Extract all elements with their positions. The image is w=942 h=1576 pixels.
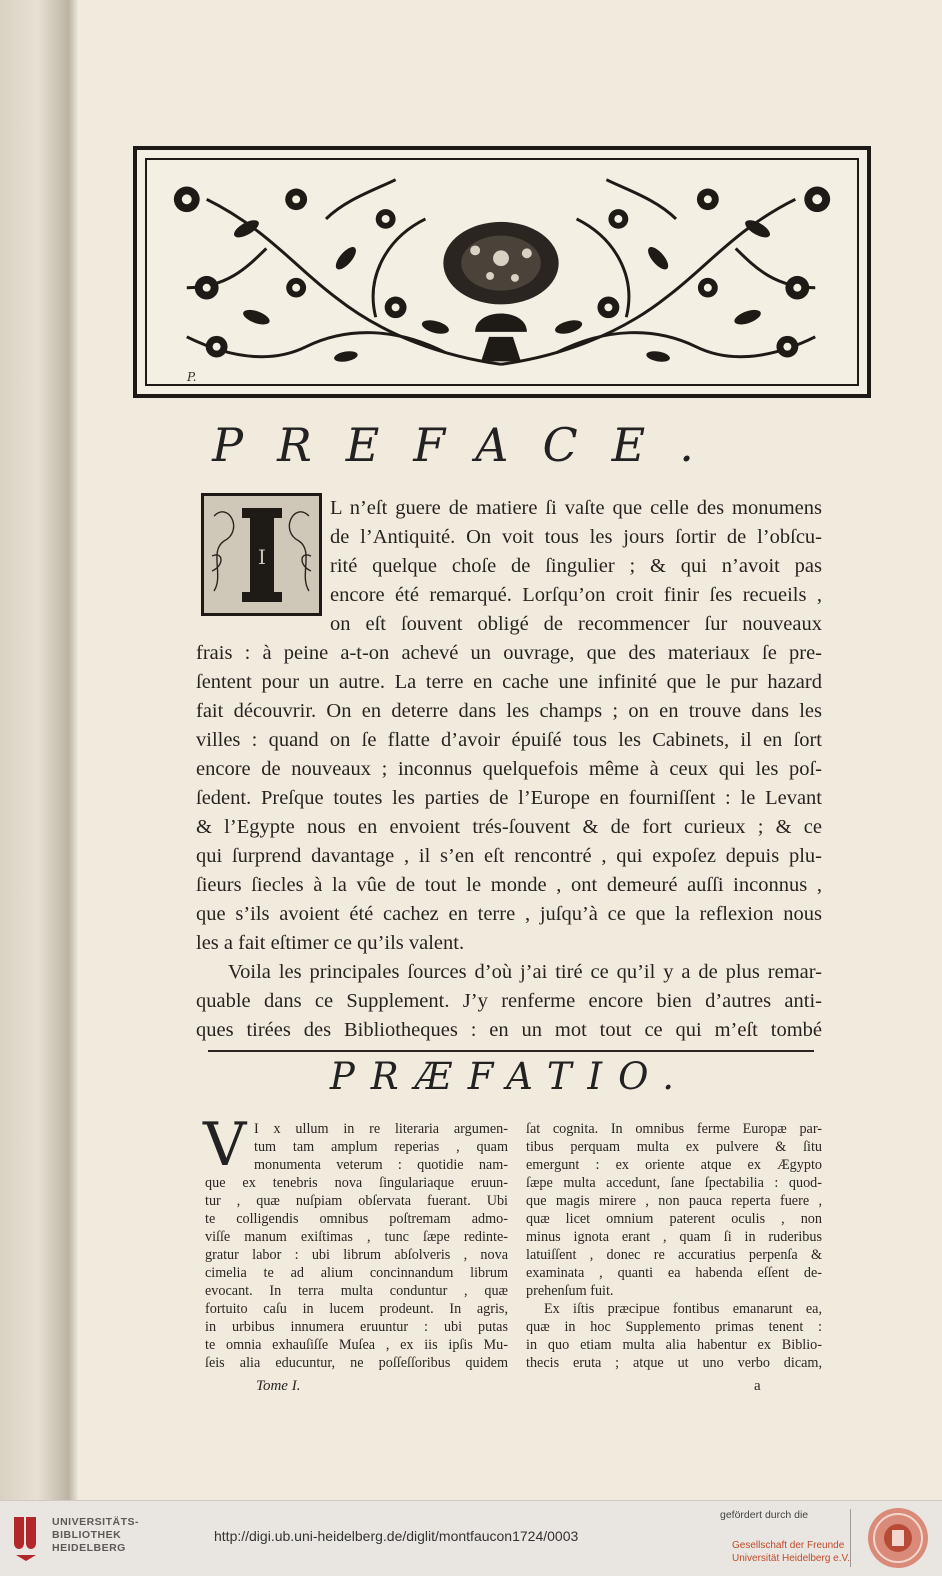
- latin-left-line: tum tam amplum reperias , quam: [254, 1139, 508, 1155]
- latin-left-line: viſſe manum exiſtimas , tunc ſæpe redinte-: [205, 1229, 508, 1245]
- latin-left-line: que ex tenebris nova ſingulariaque eruun-: [205, 1175, 508, 1191]
- latin-right-line: tibus perquam multa ex pulvere & ſitu: [526, 1139, 822, 1155]
- initial-letter: I: [258, 545, 266, 569]
- library-name-line: HEIDELBERG: [52, 1542, 126, 1554]
- latin-left-line: ſeis alia educuntur, ne poſſeſſoribus quidem: [205, 1355, 508, 1371]
- french-text-line: on eſt ſouvent obligé de recommencer ſur nouveaux: [330, 613, 822, 635]
- engraver-monogram: P.: [187, 370, 197, 384]
- permalink-url[interactable]: http://digi.ub.uni-heidelberg.de/diglit/montfaucon1724/0003: [214, 1528, 579, 1544]
- french-preface-title: PREFACE.: [212, 418, 728, 472]
- latin-right-line: que magis mirere , non pauca reperta fuere ,: [526, 1193, 822, 1209]
- sponsor-label: gefördert durch die: [720, 1509, 809, 1521]
- french-text-line: ſedent. Preſque toutes les parties de l’Europe en fourniſſent : le Levant: [196, 787, 822, 809]
- sponsor-name-line: Universität Heidelberg e.V.: [732, 1553, 851, 1564]
- latin-left-line: te colligendis omnibus poſtremam admo-: [205, 1211, 508, 1227]
- french-text-line: fait découvrir. On en deterre dans les champs ; on en trouve dans les: [196, 700, 822, 722]
- latin-left-line: gratur labor : ubi librum abſolveris , nova: [205, 1247, 508, 1263]
- latin-left-line: evocant. In terra multa conduntur , quæ: [205, 1283, 508, 1299]
- french-text-line: que s’ils avoient été cachez en terre , juſqu’à ce que la reflexion nous: [196, 903, 822, 925]
- latin-preface-title: PRÆFATIO.: [329, 1055, 691, 1098]
- latin-left-line: cimelia te ad alium concinnandum librum: [205, 1265, 508, 1281]
- library-name-line: BIBLIOTHEK: [52, 1529, 122, 1541]
- french-text-line: L n’eſt guere de matiere ſi vaſte que celle des monumens: [330, 497, 822, 519]
- latin-right-line: ſæpe multa accedunt, ſane ſpectabilia : quod-: [526, 1175, 822, 1191]
- french-text-line: frais : à peine a-t-on achevé un ouvrage, que des materiaux ſe pre-: [196, 642, 822, 664]
- french-text-line: Voila les principales ſources d’où j’ai tiré ce qu’il y a de plus remar-: [228, 961, 822, 983]
- latin-left-line: te omnia exhauſiſſe Muſea , ex iis ipſis Mu-: [205, 1337, 508, 1353]
- page-gutter: [0, 0, 68, 1500]
- sponsor-name-line: Gesellschaft der Freunde: [732, 1540, 845, 1551]
- latin-left-line: tur , quæ nuſpiam obſervata fuerant. Ubi: [205, 1193, 508, 1209]
- french-text-line: rité quelque choſe de ſingulier ; & qui n’avoit pas: [330, 555, 822, 577]
- latin-right-line: prehenſum fuit.: [526, 1283, 614, 1299]
- latin-initial-v: V: [203, 1110, 247, 1180]
- french-text-line: & l’Egypte nous en envoient trés-ſouvent & de fort curieux ; & ce: [196, 816, 822, 838]
- french-text-line: qui ſurprend davantage , il s’en eſt rencontré , qui expoſez depuis plu-: [196, 845, 822, 867]
- latin-right-line: emergunt : ex oriente atque ex Ægypto: [526, 1157, 822, 1173]
- section-divider-rule: [208, 1050, 814, 1052]
- sponsor-name[interactable]: [732, 1539, 850, 1565]
- footer-divider: [850, 1509, 851, 1567]
- french-text-line: ques tirées des Bibliotheques : en un mot tout ce qui m’eſt tombé: [196, 1019, 822, 1041]
- latin-right-line: examinata , quanti ea habenda eſſent de-: [526, 1265, 822, 1281]
- decorated-initial-i: [201, 493, 322, 616]
- french-text-line: villes : quand on ſe flatte d’avoir épuiſé tous les Cabinets, il en ſort: [196, 729, 822, 751]
- latin-right-line: Ex iſtis præcipue fontibus emanarunt ea,: [544, 1301, 822, 1317]
- digital-library-footer: [0, 1500, 942, 1576]
- latin-right-line: thecis eruta ; atque ut uno verbo dicam,: [526, 1355, 822, 1371]
- page-fold-shadow: [68, 0, 78, 1500]
- latin-left-line: monumenta veterum : quotidie nam-: [254, 1157, 508, 1173]
- latin-right-line: ſat cognita. In omnibus ferme Europæ par-: [526, 1121, 822, 1137]
- volume-label: Tome I.: [256, 1378, 301, 1394]
- french-text-line: encore de nouveaux ; inconnus quelquefois même à ceux qui les poſ-: [196, 758, 822, 780]
- french-text-line: les a fait eſtimer ce qu’ils valent.: [196, 932, 465, 954]
- university-library-logo-icon[interactable]: [10, 1513, 42, 1563]
- latin-right-line: quæ in hoc Supplemento primas tenent :: [526, 1319, 822, 1335]
- french-text-line: ſentent pour un autre. La terre en cache une infinité que le pur hazard: [196, 671, 822, 693]
- latin-right-line: latuiſſent , donec re accuratius perpenſa &: [526, 1247, 822, 1263]
- french-text-line: encore été remarqué. Lorſqu’on croit finir ſes recueils ,: [330, 584, 822, 606]
- latin-left-line: fortuito caſu in lucem prodeunt. In agris,: [205, 1301, 508, 1317]
- french-text-line: ſieurs ſiecles à la vûe de tout le monde , ont demeuré auſſi inconnus ,: [196, 874, 822, 896]
- floral-vase-engraving: [147, 160, 857, 384]
- university-seal-icon[interactable]: [866, 1506, 930, 1570]
- signature-mark: a: [754, 1378, 761, 1394]
- french-text-line: quable dans ce Supplement. J’y renferme encore bien d’autres anti-: [196, 990, 822, 1012]
- latin-left-line: I x ullum in re literaria argumen-: [254, 1121, 508, 1137]
- latin-right-line: in quo etiam multa alia habentur ex Biblio-: [526, 1337, 822, 1353]
- initial-ornament: [204, 496, 319, 613]
- french-text-line: de l’Antiquité. On voit tous les jours ſortir de l’obſcu-: [330, 526, 822, 548]
- floral-headpiece-ornament: [133, 146, 871, 398]
- library-name[interactable]: [52, 1516, 139, 1555]
- latin-left-line: in urbibus innumera eruuntur : ubi putas: [205, 1319, 508, 1335]
- latin-right-line: quæ licet omnium paterent oculis , non: [526, 1211, 822, 1227]
- library-name-line: UNIVERSITÄTS-: [52, 1516, 140, 1528]
- latin-right-line: minus ignota erant , quam ſi in ruderibus: [526, 1229, 822, 1245]
